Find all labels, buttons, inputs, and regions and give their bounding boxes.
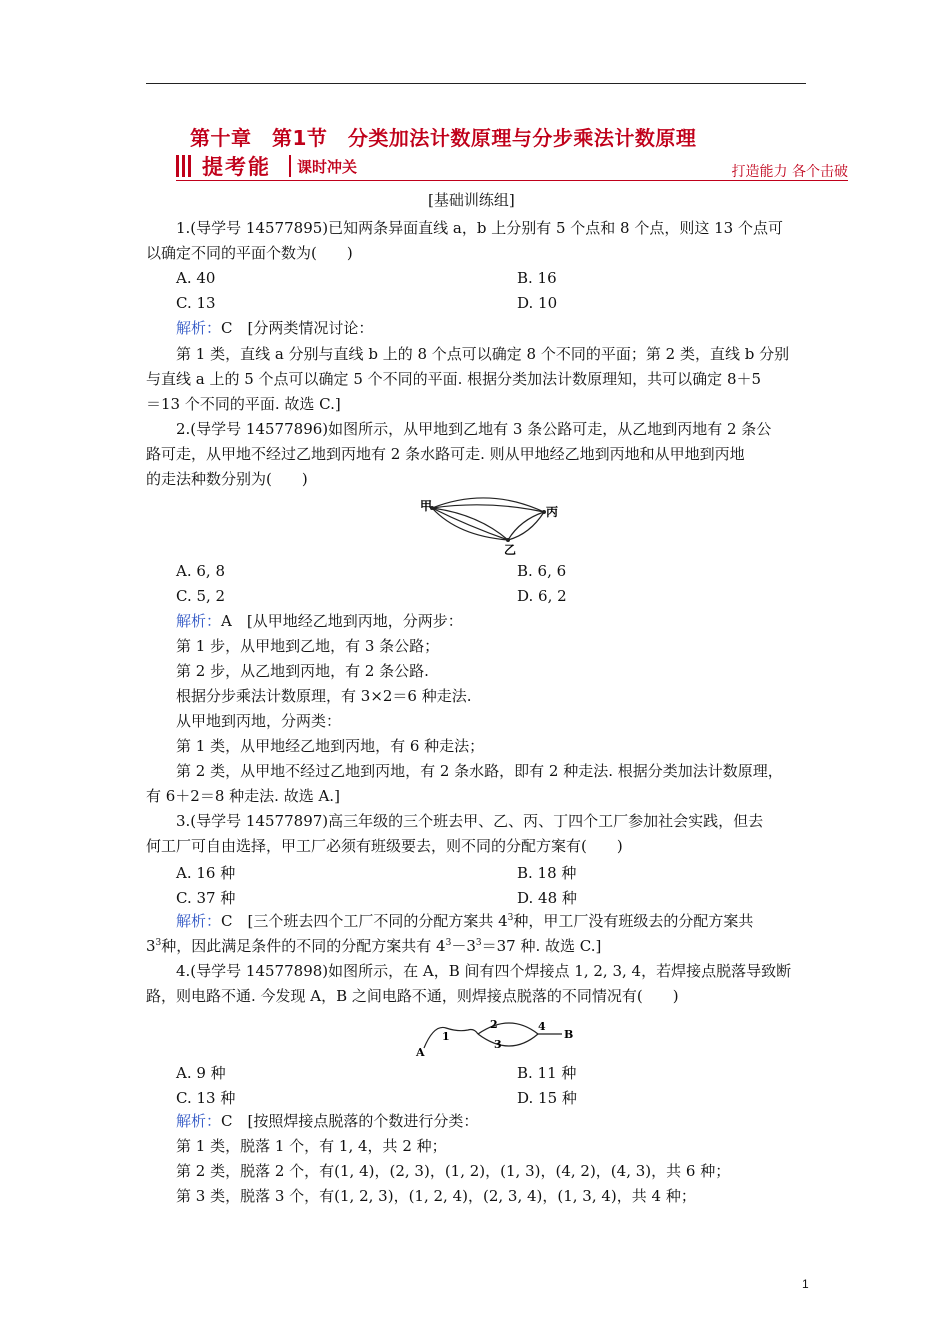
banner-title: 提考能 bbox=[202, 155, 271, 179]
page-number: 1 bbox=[802, 1277, 809, 1291]
label-node-2: 2 bbox=[490, 1018, 498, 1031]
q2-stem-line-3: 的走法种数分别为( ) bbox=[146, 470, 308, 488]
label-b: B bbox=[564, 1028, 574, 1041]
q3-option-b: B. 18 种 bbox=[517, 864, 577, 882]
label-node-3: 3 bbox=[494, 1038, 502, 1051]
wire-branch-upper bbox=[478, 1023, 538, 1034]
q2-answer-line-7: 第 2 类，从甲地不经过乙地到丙地，有 2 条水路，即有 2 种走法. 根据分类加法计数原理， bbox=[176, 762, 783, 780]
q1-option-b: B. 16 bbox=[517, 269, 557, 287]
label-bing: 丙 bbox=[546, 505, 559, 519]
q3-stem-line-2: 何工厂可自由选择，甲工厂必须有班级要去，则不同的分配方案有( ) bbox=[146, 837, 623, 855]
banner-slogan: 打造能力 各个击破 bbox=[731, 164, 848, 180]
q2-stem-line-2: 路可走，从甲地不经过乙地到丙地有 2 条水路可走. 则从甲地经乙地到丙地和从甲地到丙地 bbox=[146, 445, 745, 463]
road-3 bbox=[432, 508, 508, 540]
section-banner bbox=[176, 151, 848, 183]
q2-answer-line-6: 第 1 类，从甲地经乙地到丙地，有 6 种走法； bbox=[176, 737, 485, 755]
road-1 bbox=[432, 508, 508, 540]
q1-answer-line-4: ＝13 个不同的平面. 故选 C.] bbox=[146, 395, 341, 413]
q2-answer-line-2: 第 1 步，从甲地到乙地，有 3 条公路； bbox=[176, 637, 440, 655]
q2-answer-line-5: 从甲地到丙地，分两类： bbox=[176, 712, 342, 730]
q4-answer-line-3: 第 2 类，脱落 2 个，有(1, 4)，(2, 3)，(1, 2)，(1, 3)，(4, 2)，(4, 3)，共 6 种； bbox=[176, 1162, 731, 1180]
q1-stem-line-1: 1.(导学号 14577895)已知两条异面直线 a，b 上分别有 5 个点和 8 个点，则这 13 个点可 bbox=[176, 219, 783, 237]
q4-option-a: A. 9 种 bbox=[176, 1064, 226, 1082]
q3-exponent-2: 3 bbox=[155, 938, 162, 948]
q2-answer-line-1 bbox=[176, 612, 463, 630]
q3-answer-line-1 bbox=[176, 912, 753, 933]
q4-answer-text: C [按照焊接点脱落的个数进行分类： bbox=[221, 1112, 479, 1130]
q4-option-d: D. 15 种 bbox=[517, 1089, 577, 1107]
q3-option-c: C. 37 种 bbox=[176, 889, 236, 907]
q3-exponent-3: 3 bbox=[445, 938, 452, 948]
q3-answer-text-d: 种，因此满足条件的不同的分配方案共有 4 bbox=[161, 937, 446, 955]
q2-route-figure bbox=[418, 494, 568, 556]
q1-answer-line-1 bbox=[176, 319, 373, 337]
q4-stem-line-1: 4.(导学号 14577898)如图所示，在 A，B 间有四个焊接点 1, 2, 3, 4，若焊接点脱落导致断 bbox=[176, 962, 792, 980]
q3-option-d: D. 48 种 bbox=[517, 889, 577, 907]
banner-bars bbox=[176, 155, 194, 181]
label-jia: 甲 bbox=[420, 499, 433, 513]
banner-underline bbox=[176, 180, 848, 181]
q2-jiexi-label: 解析： bbox=[176, 612, 222, 630]
q3-answer-text-f: ＝37 种. 故选 C.] bbox=[481, 937, 602, 955]
q1-option-c: C. 13 bbox=[176, 294, 216, 312]
banner-subtitle: 课时冲关 bbox=[297, 158, 358, 176]
q3-exponent-4: 3 bbox=[475, 938, 482, 948]
q1-option-a: A. 40 bbox=[176, 269, 216, 287]
q4-option-c: C. 13 种 bbox=[176, 1089, 236, 1107]
q3-answer-text-a: C [三个班去四个工厂不同的分配方案共 4 bbox=[221, 912, 508, 930]
q2-option-a: A. 6, 8 bbox=[176, 562, 225, 580]
q2-option-b: B. 6, 6 bbox=[517, 562, 567, 580]
q1-jiexi-label: 解析： bbox=[176, 319, 222, 337]
section-label: [基础训练组] bbox=[428, 191, 515, 209]
q4-answer-line-1 bbox=[176, 1112, 478, 1130]
label-yi: 乙 bbox=[504, 543, 517, 556]
label-node-4: 4 bbox=[538, 1020, 546, 1033]
q2-option-d: D. 6, 2 bbox=[517, 587, 567, 605]
road-2 bbox=[432, 508, 508, 540]
q2-answer-line-4: 根据分步乘法计数原理，有 3×2＝6 种走法. bbox=[176, 687, 472, 705]
q2-answer-line-8: 有 6＋2＝8 种走法. 故选 A.] bbox=[146, 787, 340, 805]
q1-stem-line-2: 以确定不同的平面个数为( ) bbox=[146, 244, 353, 262]
q4-answer-line-2: 第 1 类，脱落 1 个，有 1, 4，共 2 种； bbox=[176, 1137, 447, 1155]
q4-jiexi-label: 解析： bbox=[176, 1112, 222, 1130]
q4-stem-line-2: 路，则电路不通. 今发现 A，B 之间电路不通，则焊接点脱落的不同情况有( ) bbox=[146, 987, 679, 1005]
q1-option-d: D. 10 bbox=[517, 294, 558, 312]
q2-answer-text: A [从甲地经乙地到丙地，分两步： bbox=[221, 612, 463, 630]
road-5 bbox=[508, 512, 544, 540]
q1-answer-line-3: 与直线 a 上的 5 个点可以确定 5 个不同的平面. 根据分类加法计数原理知，共可以确定 8＋5 bbox=[146, 370, 762, 388]
q3-answer-text-c: 3 bbox=[146, 937, 156, 955]
q3-option-a: A. 16 种 bbox=[176, 864, 236, 882]
q4-option-b: B. 11 种 bbox=[517, 1064, 577, 1082]
q4-answer-line-4: 第 3 类，脱落 3 个，有(1, 2, 3)，(1, 2, 4)，(2, 3, 4)，(1, 3, 4)，共 4 种； bbox=[176, 1187, 696, 1205]
q3-answer-line-2 bbox=[146, 937, 601, 958]
q3-stem-line-1: 3.(导学号 14577897)高三年级的三个班去甲、乙、丙、丁四个工厂参加社会实践，但去 bbox=[176, 812, 764, 830]
label-a: A bbox=[416, 1046, 425, 1059]
q3-jiexi-label: 解析： bbox=[176, 912, 222, 930]
page-title: 第十章 第1节 分类加法计数原理与分步乘法计数原理 bbox=[190, 126, 697, 150]
q3-answer-text-b: 种，甲工厂没有班级去的分配方案共 bbox=[513, 912, 754, 930]
q1-answer-line-2: 第 1 类，直线 a 分别与直线 b 上的 8 个点可以确定 8 个不同的平面；第 2 类，直线 b 分别 bbox=[176, 345, 790, 363]
top-rule bbox=[146, 83, 806, 84]
q2-answer-line-3: 第 2 步，从乙地到丙地，有 2 条公路. bbox=[176, 662, 429, 680]
q3-exponent: 3 bbox=[507, 913, 514, 923]
label-node-1: 1 bbox=[442, 1030, 450, 1043]
q2-stem-line-1: 2.(导学号 14577896)如图所示，从甲地到乙地有 3 条公路可走，从乙地到丙地有 2 条公 bbox=[176, 420, 772, 438]
wire-branch-lower bbox=[478, 1034, 538, 1046]
q2-option-c: C. 5, 2 bbox=[176, 587, 226, 605]
q1-answer-text: C [分两类情况讨论： bbox=[221, 319, 374, 337]
road-4 bbox=[508, 512, 544, 540]
q3-answer-text-e: －3 bbox=[451, 937, 476, 955]
q4-circuit-figure bbox=[412, 1014, 582, 1060]
banner-divider bbox=[289, 155, 291, 177]
wire-a-to-node bbox=[424, 1027, 478, 1048]
